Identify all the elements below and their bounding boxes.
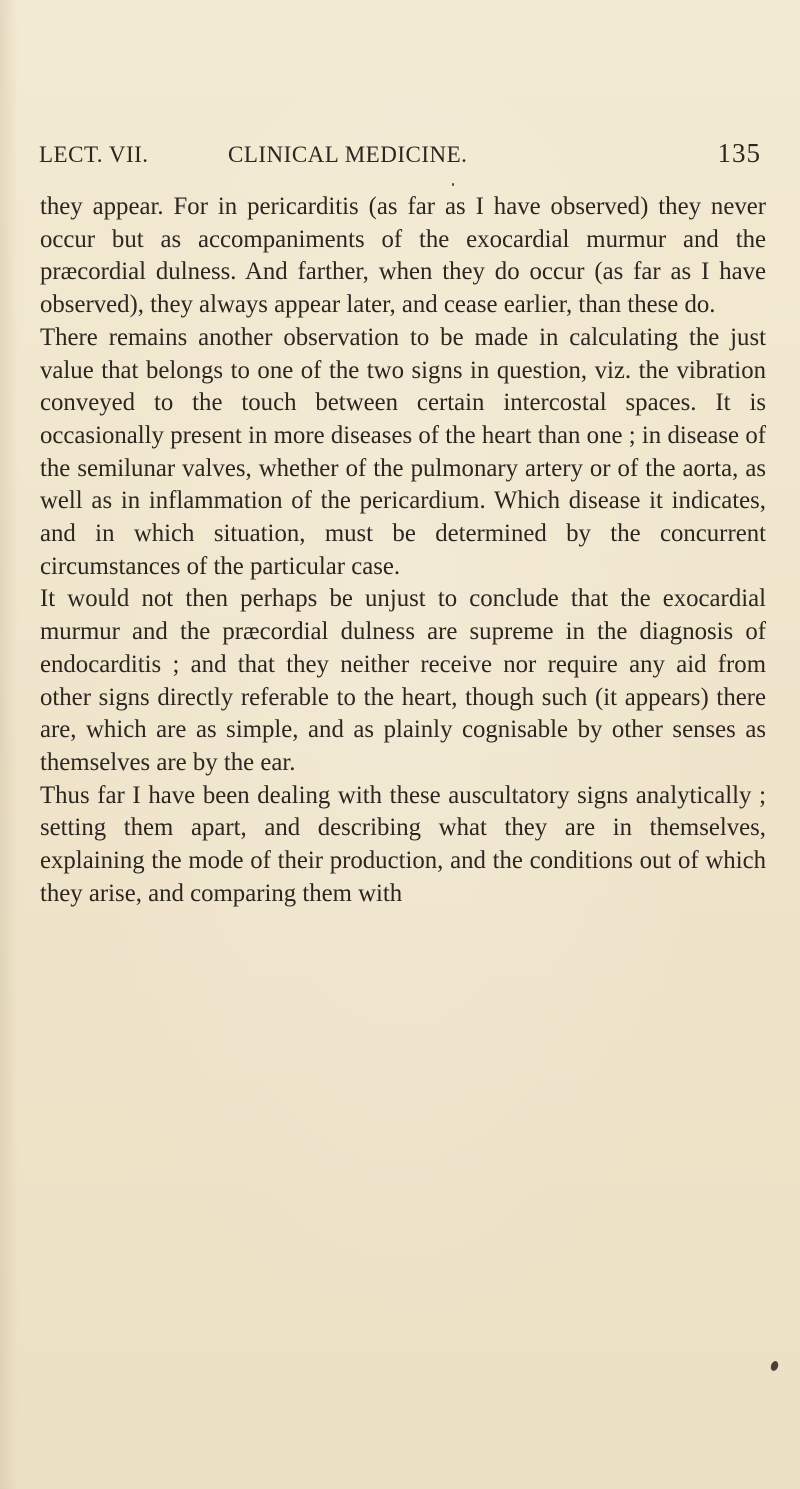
paragraph-1: they appear. For in pericarditis (as far as I have observed) they never occur but as accompaniments of the exocardial murmur and the præcordial dulness. And farther, when they do occur (as far as I have observed), they always appear later, and cease earlier, than these do. (40, 193, 766, 319)
ink-speck (452, 183, 454, 186)
page-number: 135 (717, 138, 761, 168)
paragraph-4: Thus far I have been dealing with these auscultatory signs analytically ; setting them apart, and describing what they are in themselves, explaining the mode of their production, and the conditions out of which they arise, and comparing them with (40, 781, 766, 907)
running-title: CLINICAL MEDICINE. (228, 142, 468, 167)
ink-speck (770, 1360, 780, 1372)
paragraph-2: There remains another observation to be made in calculating the just value that belongs to one of the two signs in question, viz. the vibration conveyed to the touch between certain intercostal spaces. It is occasionally present in more diseases of the heart than one ; in disease of the semilunar valves, whether of the pulmonary artery or of the aorta, as well as in inflammation of the pericardium. Which disease it indicates, and in which situation, must be determined by the concurrent circumstances of the particular case. (40, 323, 766, 580)
paragraph-3: It would not then perhaps be unjust to conclude that the exocardial murmur and the præcordial dulness are supreme in the diagnosis of endocarditis ; and that they neither receive nor require any aid from other signs directly referable to the heart, though such (it appears) there are, which are as simple, and as plainly cognisable by other senses as themselves are by the ear. (40, 585, 766, 776)
running-header (39, 138, 761, 172)
lecture-label: LECT. VII. (39, 142, 149, 167)
body-text (40, 191, 766, 910)
